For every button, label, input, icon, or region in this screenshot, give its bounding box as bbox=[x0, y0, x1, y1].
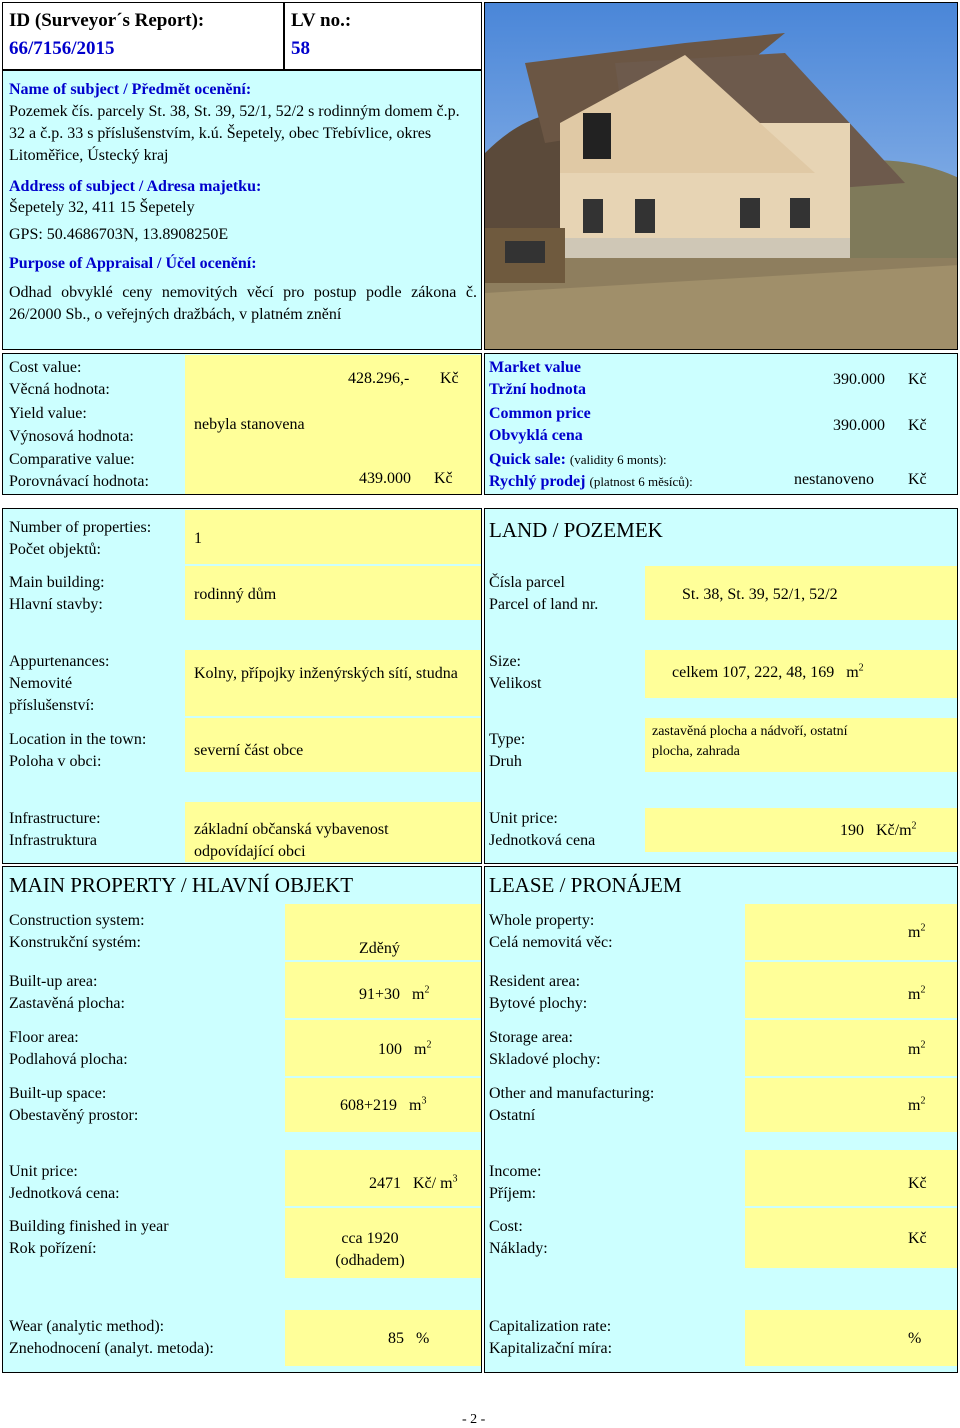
space-exp: 3 bbox=[421, 1095, 427, 1107]
purpose-label: Purpose of Appraisal / Účel ocenění: bbox=[9, 255, 257, 272]
loc-value: severní část obce bbox=[194, 742, 304, 759]
quick-cz-note: (platnost 6 měsíců): bbox=[589, 474, 693, 489]
quick-en: Quick sale: bbox=[489, 451, 566, 468]
res-en: Resident area: bbox=[489, 973, 581, 990]
comp-currency: Kč bbox=[434, 470, 453, 487]
space-value-row bbox=[340, 1095, 426, 1117]
cap-cell bbox=[745, 1310, 957, 1366]
res-unit-row bbox=[908, 984, 925, 1006]
type-en: Type: bbox=[489, 731, 526, 748]
whole-exp: 2 bbox=[920, 922, 926, 934]
cost-amount: 428.296,- bbox=[348, 370, 410, 387]
stor-exp: 2 bbox=[920, 1039, 926, 1051]
common-amount: 390.000 bbox=[833, 417, 885, 434]
comp-cz: Porovnávací hodnota: bbox=[9, 473, 149, 490]
wear-value-row bbox=[388, 1328, 429, 1350]
cost-cz: Náklady: bbox=[489, 1240, 548, 1257]
size-exp: 2 bbox=[858, 662, 864, 674]
size-unit: m bbox=[846, 664, 859, 681]
size-value: celkem 107, 222, 48, 169 bbox=[672, 664, 835, 681]
yield-en: Yield value: bbox=[9, 405, 87, 422]
infra-cz: Infrastruktura bbox=[9, 832, 97, 849]
price-en: Unit price: bbox=[9, 1163, 78, 1180]
loc-en: Location in the town: bbox=[9, 731, 147, 748]
cap-en: Capitalization rate: bbox=[489, 1318, 612, 1335]
other-unit: m bbox=[908, 1097, 921, 1114]
unit-cz: Jednotková cena bbox=[489, 832, 596, 849]
count-value: 1 bbox=[194, 530, 202, 547]
space-unit: m bbox=[409, 1097, 422, 1114]
price-exp: 3 bbox=[452, 1173, 458, 1185]
market-en: Market value bbox=[489, 359, 581, 376]
unit-value: 190 bbox=[840, 822, 864, 839]
unit-value-row bbox=[840, 820, 917, 842]
cons-en: Construction system: bbox=[9, 912, 145, 929]
cap-cz: Kapitalizační míra: bbox=[489, 1340, 613, 1357]
area-value: 91+30 bbox=[359, 986, 401, 1003]
other-unit-row bbox=[908, 1095, 925, 1117]
comp-en: Comparative value: bbox=[9, 451, 135, 468]
lv-value: 58 bbox=[291, 38, 310, 59]
market-cz: Tržní hodnota bbox=[489, 381, 587, 398]
main-en: Main building: bbox=[9, 574, 105, 591]
area-cz: Zastavěná plocha: bbox=[9, 995, 125, 1012]
floor-unit: m bbox=[414, 1041, 427, 1058]
floor-value-row bbox=[378, 1039, 431, 1061]
page-number: - 2 - bbox=[462, 1412, 486, 1427]
unit-exp: 2 bbox=[911, 820, 917, 832]
area-en: Built-up area: bbox=[9, 973, 98, 990]
count-en: Number of properties: bbox=[9, 519, 152, 536]
count-cell bbox=[185, 510, 481, 564]
whole-unit: m bbox=[908, 924, 921, 941]
area-unit: m bbox=[412, 986, 425, 1003]
stor-en: Storage area: bbox=[489, 1029, 573, 1046]
whole-en: Whole property: bbox=[489, 912, 595, 929]
yield-cz: Výnosová hodnota: bbox=[9, 428, 134, 445]
income-en: Income: bbox=[489, 1163, 542, 1180]
res-cz: Bytové plochy: bbox=[489, 995, 588, 1012]
space-value: 608+219 bbox=[340, 1097, 398, 1114]
year-cz: Rok pořízení: bbox=[9, 1240, 97, 1257]
main-property-heading: MAIN PROPERTY / HLAVNÍ OBJEKT bbox=[9, 873, 354, 897]
cost-currency: Kč bbox=[440, 370, 459, 387]
quick-amount: nestanoveno bbox=[794, 471, 874, 488]
space-en: Built-up space: bbox=[9, 1085, 107, 1102]
quick-cz-row bbox=[489, 471, 693, 493]
type-cz: Druh bbox=[489, 753, 522, 770]
parcel-en: Parcel of land nr. bbox=[489, 596, 599, 613]
space-cz: Obestavěný prostor: bbox=[9, 1107, 139, 1124]
app-cz2: příslušenství: bbox=[9, 697, 95, 714]
yield-amount: nebyla stanovena bbox=[194, 416, 305, 433]
price-cz: Jednotková cena: bbox=[9, 1185, 120, 1202]
income-cz: Příjem: bbox=[489, 1185, 537, 1202]
id-value: 66/7156/2015 bbox=[9, 38, 115, 59]
common-en: Common price bbox=[489, 405, 591, 422]
other-en: Other and manufacturing: bbox=[489, 1085, 655, 1102]
floor-en: Floor area: bbox=[9, 1029, 79, 1046]
infra-en: Infrastructure: bbox=[9, 810, 101, 827]
type-value: zastavěná plocha a nádvoří, ostatní plocha, zahrada bbox=[652, 724, 848, 759]
wear-cell bbox=[285, 1310, 481, 1366]
app-cz1: Nemovité bbox=[9, 675, 73, 692]
wear-unit: % bbox=[416, 1330, 430, 1347]
lease-heading: LEASE / PRONÁJEM bbox=[489, 873, 682, 897]
loc-cz: Poloha v obci: bbox=[9, 753, 102, 770]
size-value-row bbox=[672, 662, 864, 684]
income-unit: Kč bbox=[908, 1175, 927, 1192]
unit-unit: Kč/m bbox=[876, 822, 912, 839]
cost-cz: Věcná hodnota: bbox=[9, 381, 110, 398]
cons-value: Zděný bbox=[359, 940, 400, 957]
gps-value: GPS: 50.4686703N, 13.8908250E bbox=[9, 226, 229, 243]
purpose-value: Odhad obvyklé ceny nemovitých věcí pro postup podle zákona č. 26/2000 Sb., o veřejných dražbách, v platném znění bbox=[9, 284, 477, 323]
count-cz: Počet objektů: bbox=[9, 541, 101, 558]
quick-en-note: (validity 6 monts): bbox=[569, 452, 667, 467]
lv-label: LV no.: bbox=[291, 10, 352, 31]
floor-value: 100 bbox=[378, 1041, 402, 1058]
cap-unit: % bbox=[908, 1330, 922, 1347]
house-photo bbox=[484, 2, 958, 350]
quick-en-row bbox=[489, 449, 667, 471]
cost-en: Cost value: bbox=[9, 359, 82, 376]
stor-unit-row bbox=[908, 1039, 925, 1061]
parcel-value: St. 38, St. 39, 52/1, 52/2 bbox=[682, 586, 838, 603]
unit-en: Unit price: bbox=[489, 810, 558, 827]
cost-unit: Kč bbox=[908, 1230, 927, 1247]
market-amount: 390.000 bbox=[833, 371, 885, 388]
floor-cz: Podlahová plocha: bbox=[9, 1051, 128, 1068]
id-label: ID (Surveyor´s Report): bbox=[9, 10, 205, 31]
name-label: Name of subject / Předmět ocenění: bbox=[9, 81, 252, 98]
cons-cz: Konstrukční systém: bbox=[9, 934, 141, 951]
address-value: Šepetely 32, 411 15 Šepetely bbox=[9, 199, 195, 216]
whole-cz: Celá nemovitá věc: bbox=[489, 934, 613, 951]
size-cz: Velikost bbox=[489, 675, 542, 692]
price-value-row bbox=[369, 1173, 458, 1195]
cost-en: Cost: bbox=[489, 1218, 523, 1235]
wear-value: 85 bbox=[388, 1330, 404, 1347]
name-value: Pozemek čís. parcely St. 38, St. 39, 52/1, 52/2 s rodinným domem č.p. 32 a č.p. 33 s příslušenstvím, k.ú. Šepetely, obec Třebívlice, okres Litoměřice, Ústecký kraj bbox=[9, 103, 460, 164]
quick-cz: Rychlý prodej bbox=[489, 473, 586, 490]
res-unit: m bbox=[908, 986, 921, 1003]
wear-cz: Znehodnocení (analyt. metoda): bbox=[9, 1340, 214, 1357]
size-en: Size: bbox=[489, 653, 521, 670]
year-en: Building finished in year bbox=[9, 1218, 169, 1235]
other-exp: 2 bbox=[920, 1095, 926, 1107]
comp-amount: 439.000 bbox=[359, 470, 411, 487]
market-currency: Kč bbox=[908, 371, 927, 388]
main-value: rodinný dům bbox=[194, 586, 277, 603]
app-en: Appurtenances: bbox=[9, 653, 110, 670]
common-cz: Obvyklá cena bbox=[489, 427, 583, 444]
year-value2: (odhadem) bbox=[335, 1252, 405, 1269]
app-value: Kolny, přípojky inženýrských sítí, studna bbox=[194, 665, 458, 682]
price-value: 2471 bbox=[369, 1175, 401, 1192]
price-unit: Kč/ m bbox=[413, 1175, 453, 1192]
other-cz: Ostatní bbox=[489, 1107, 536, 1124]
quick-currency: Kč bbox=[908, 471, 927, 488]
main-cz: Hlavní stavby: bbox=[9, 596, 103, 613]
whole-unit-row bbox=[908, 922, 925, 944]
res-exp: 2 bbox=[920, 984, 926, 996]
common-currency: Kč bbox=[908, 417, 927, 434]
infra-value: základní občanská vybavenost odpovídající obci bbox=[194, 821, 389, 860]
year-value1: cca 1920 bbox=[341, 1230, 399, 1247]
parcel-cz: Čísla parcel bbox=[489, 574, 565, 591]
floor-exp: 2 bbox=[426, 1039, 432, 1051]
address-label: Address of subject / Adresa majetku: bbox=[9, 178, 262, 195]
area-value-row bbox=[359, 984, 429, 1006]
area-exp: 2 bbox=[424, 984, 430, 996]
stor-unit: m bbox=[908, 1041, 921, 1058]
land-heading: LAND / POZEMEK bbox=[489, 518, 663, 542]
wear-en: Wear (analytic method): bbox=[9, 1318, 165, 1335]
stor-cz: Skladové plochy: bbox=[489, 1051, 601, 1068]
